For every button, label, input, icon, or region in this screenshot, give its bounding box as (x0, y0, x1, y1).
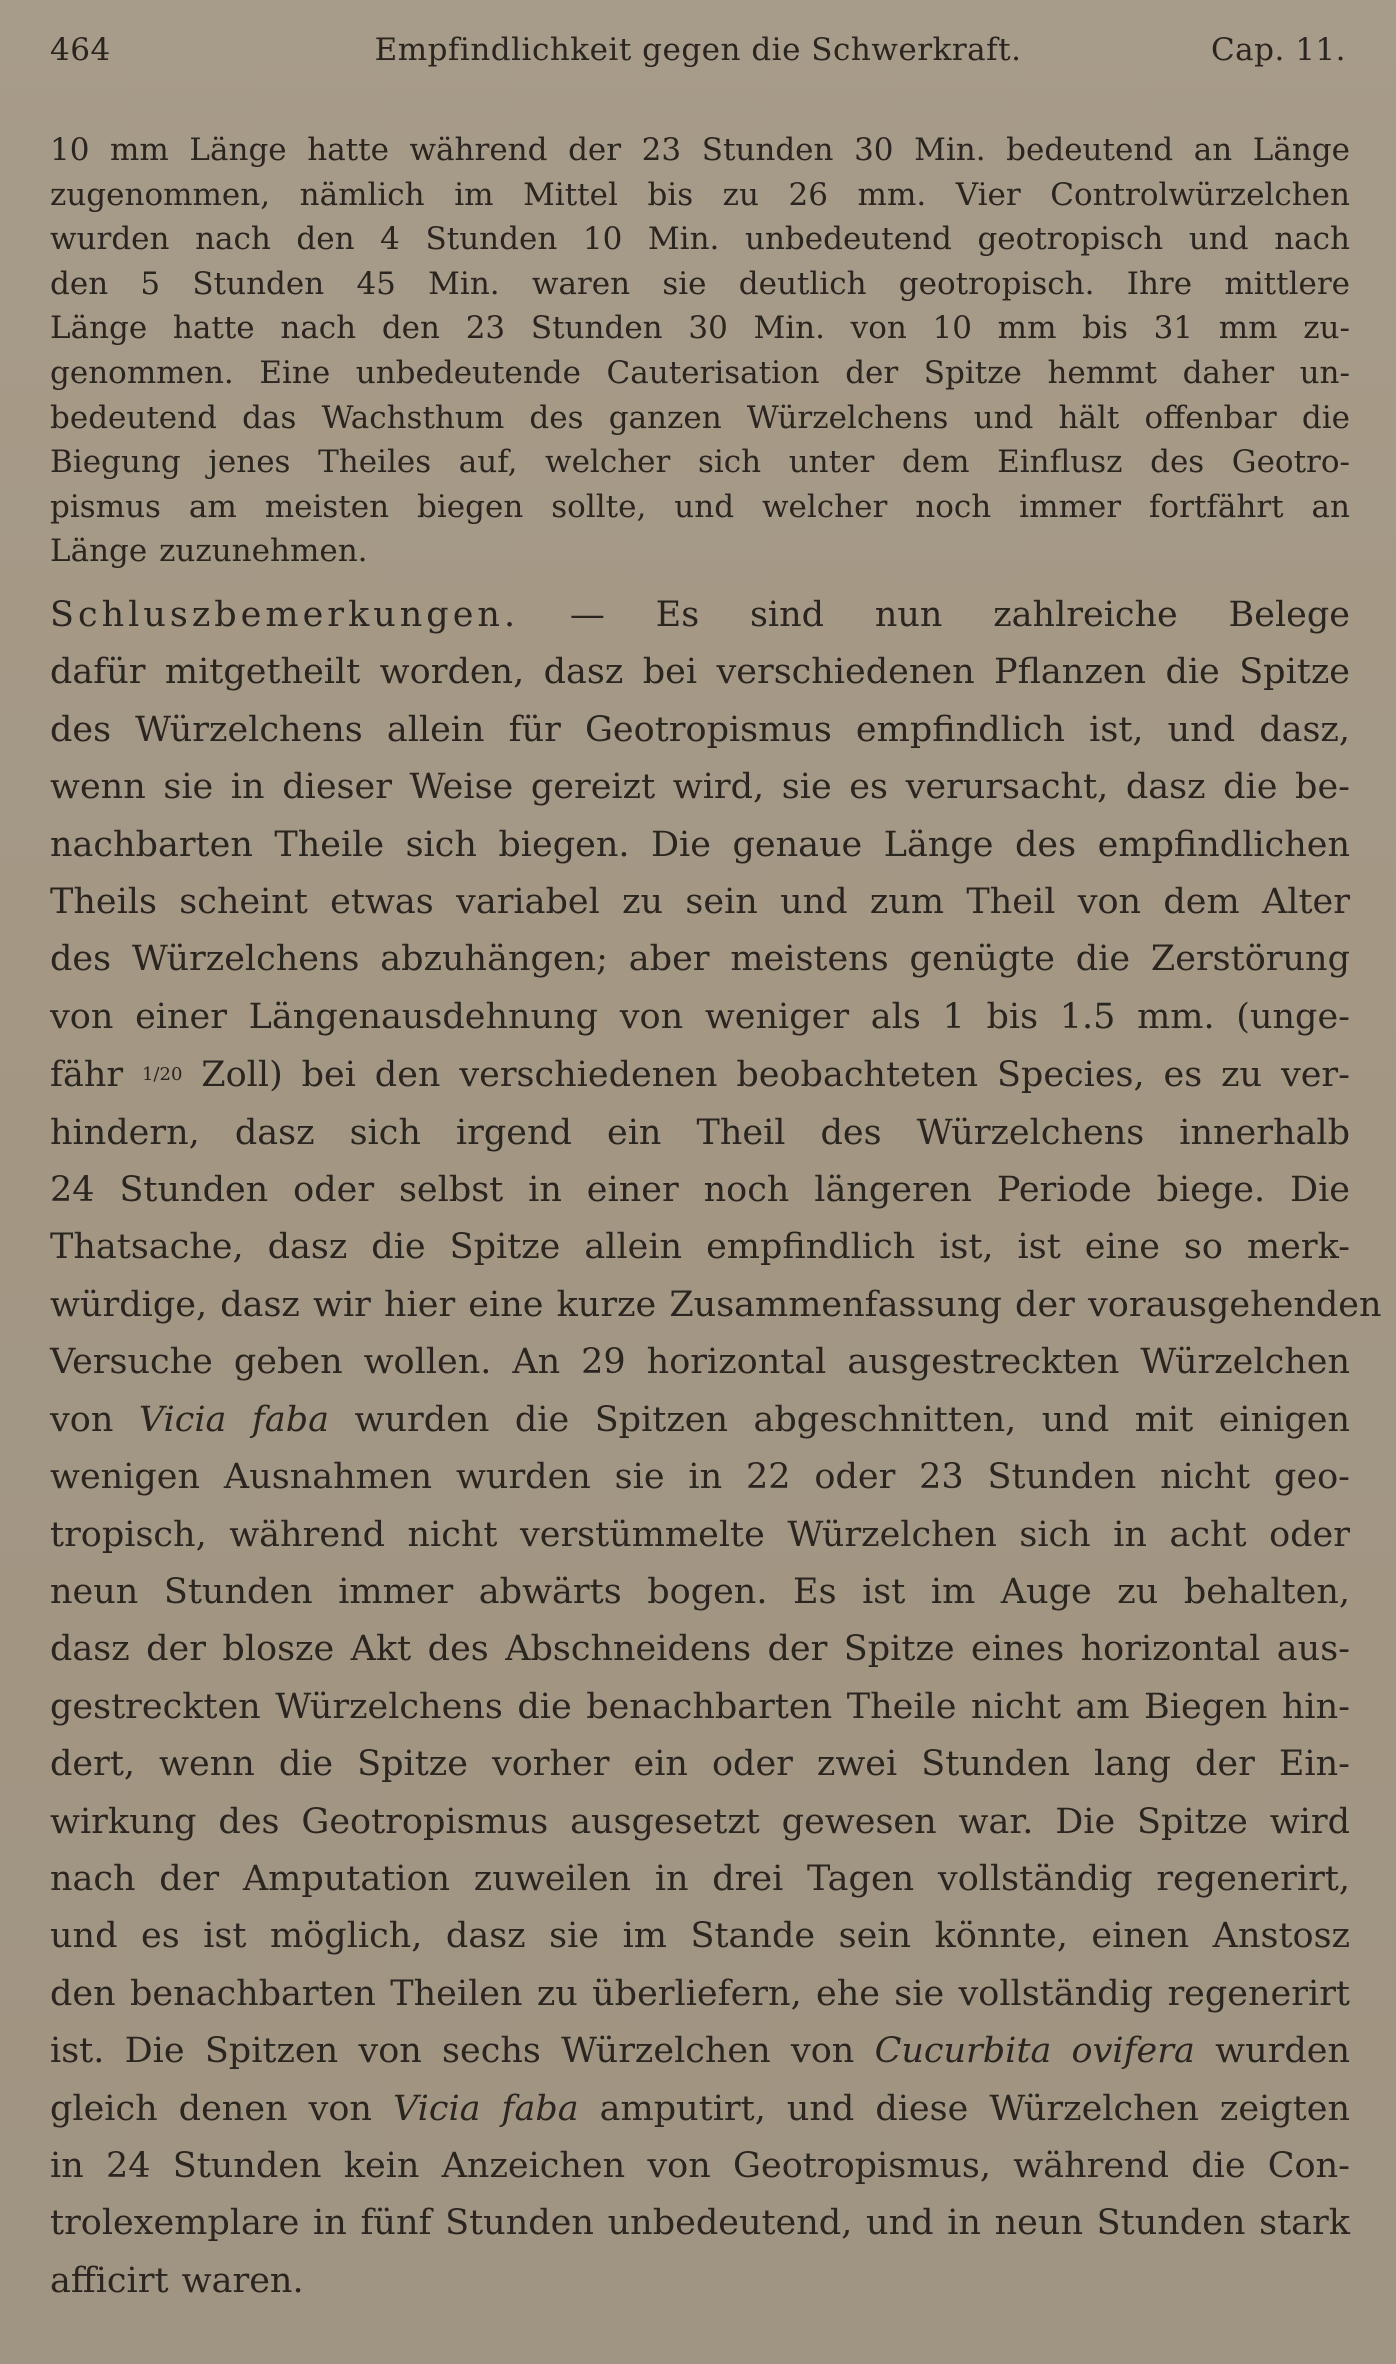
concluding-remarks-paragraph (50, 587, 1382, 2310)
text-line: Biegung jenes Theiles auf, welcher sich unter dem Einflusz des Geotro- (50, 444, 1350, 481)
text-line: dafür mitgetheilt worden, dasz bei verschiedenen Pflanzen die Spitze (50, 652, 1350, 693)
text-line: nachbarten Theile sich biegen. Die genaue Länge des empfindlichen (50, 824, 1350, 865)
text-line: zugenommen, nämlich im Mittel bis zu 26 mm. Vier Controlwürzelchen (50, 176, 1350, 213)
text-line: fähr 1/20 Zoll) bei den verschiedenen beobachteten Species, es zu ver- (50, 1055, 1350, 1096)
text-line: dert, wenn die Spitze vorher ein oder zwei Stunden lang der Ein- (50, 1744, 1350, 1785)
text-line: afficirt waren. (50, 2260, 304, 2301)
text-line: Länge zuzunehmen. (50, 533, 368, 570)
text-line: von Vicia faba wurden die Spitzen abgeschnitten, und mit einigen (50, 1399, 1350, 1440)
running-title: Empfindlichkeit gegen die Schwerkraft. (374, 32, 1022, 68)
running-header (50, 32, 1346, 82)
species-name: Cucurbita ovifera (874, 2031, 1195, 2072)
species-name: Vicia faba (393, 2088, 579, 2129)
text-line: 10 mm Länge hatte während der 23 Stunden 30 Min. bedeutend an Länge (50, 132, 1350, 168)
text-line: würdige, dasz wir hier eine kurze Zusammenfassung der vorausgehenden (50, 1284, 1382, 1325)
page-number: 464 (50, 32, 111, 68)
chapter-label: Cap. 11. (1210, 32, 1346, 68)
text-line: wirkung des Geotropismus ausgesetzt gewesen war. Die Spitze wird (50, 1801, 1350, 1842)
text-line: des Würzelchens abzuhängen; aber meistens genügte die Zerstörung (50, 939, 1350, 980)
text-line: Versuche geben wollen. An 29 horizontal ausgestreckten Würzelchen (50, 1342, 1350, 1383)
text-line: trolexemplare in fünf Stunden unbedeutend, und in neun Stunden stark (50, 2203, 1350, 2244)
text-line: wenn sie in dieser Weise gereizt wird, sie es verursacht, dasz die be- (50, 767, 1350, 808)
text-line: tropisch, während nicht verstümmelte Würzelchen sich in acht oder (50, 1514, 1350, 1555)
text-line: dasz der blosze Akt des Abschneidens der Spitze eines horizontal aus- (50, 1629, 1350, 1670)
text-line: in 24 Stunden kein Anzeichen von Geotropismus, während die Con- (50, 2145, 1350, 2186)
text-line: gleich denen von Vicia faba amputirt, und diese Würzelchen zeigten (50, 2088, 1350, 2129)
text-line: Schluszbemerkungen. — Es sind nun zahlreiche Belege (50, 595, 1350, 635)
text-line: des Würzelchens allein für Geotropismus empfindlich ist, und dasz, (50, 709, 1350, 750)
text-line: den 5 Stunden 45 Min. waren sie deutlich geotropisch. Ihre mittlere (50, 265, 1350, 302)
species-name: Vicia faba (138, 1399, 329, 1440)
text-line: genommen. Eine unbedeutende Cauterisation der Spitze hemmt daher un- (50, 354, 1350, 391)
text-line: hindern, dasz sich irgend ein Theil des Würzelchens innerhalb (50, 1112, 1350, 1153)
text-line: 24 Stunden oder selbst in einer noch längeren Periode biege. Die (50, 1170, 1350, 1211)
text-line: Länge hatte nach den 23 Stunden 30 Min. von 10 mm bis 31 mm zu- (50, 310, 1350, 347)
text-line: wenigen Ausnahmen wurden sie in 22 oder 23 Stunden nicht geo- (50, 1457, 1350, 1498)
continued-paragraph (50, 128, 1350, 574)
text-line: ist. Die Spitzen von sechs Würzelchen von Cucurbita ovifera wurden (50, 2031, 1351, 2072)
section-heading: Schluszbemerkungen. (50, 595, 520, 635)
text-line: pismus am meisten biegen sollte, und welcher noch immer fortfährt an (50, 488, 1350, 525)
text-line: Theils scheint etwas variabel zu sein und zum Theil von dem Alter (50, 882, 1350, 923)
text-line: den benachbarten Theilen zu überliefern, ehe sie vollständig regenerirt (50, 1973, 1350, 2014)
text-line: bedeutend das Wachsthum des ganzen Würzelchens und hält offenbar die (50, 399, 1350, 436)
text-line: wurden nach den 4 Stunden 10 Min. unbedeutend geotropisch und nach (50, 221, 1350, 258)
text-line: und es ist möglich, dasz sie im Stande sein könnte, einen Anstosz (50, 1916, 1350, 1957)
text-line: nach der Amputation zuweilen in drei Tagen vollständig regenerirt, (50, 1858, 1350, 1899)
fraction: 1/20 (141, 1064, 183, 1086)
text-line: Thatsache, dasz die Spitze allein empfindlich ist, ist eine so merk- (50, 1227, 1350, 1268)
text-line: neun Stunden immer abwärts bogen. Es ist im Auge zu behalten, (50, 1571, 1350, 1612)
text-line: von einer Längenausdehnung von weniger als 1 bis 1.5 mm. (unge- (50, 996, 1350, 1037)
text-line: gestreckten Würzelchens die benachbarten Theile nicht am Biegen hin- (50, 1686, 1350, 1727)
